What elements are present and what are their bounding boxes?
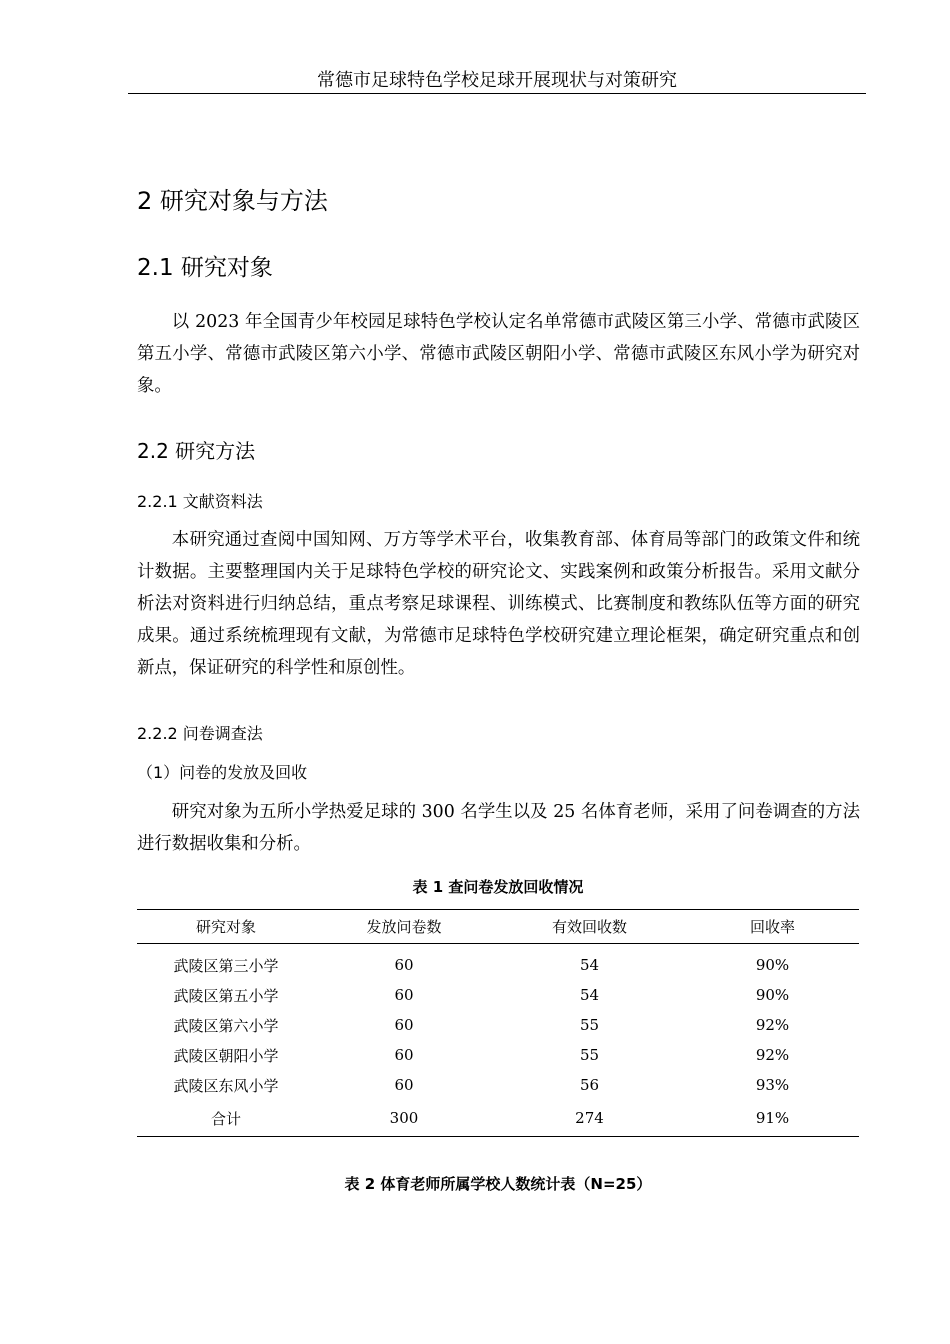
table-cell: 300 (315, 1100, 493, 1137)
table-cell: 武陵区第六小学 (173, 1016, 279, 1035)
table-cell: 合计 (137, 1100, 315, 1137)
table-cell: 武陵区东风小学 (173, 1076, 279, 1095)
table-cell: 60 (394, 1016, 414, 1034)
table-header-cell: 回收率 (686, 910, 859, 944)
table-cell: 54 (579, 986, 600, 1004)
table-cell: 274 (493, 1100, 686, 1137)
table-1 (137, 909, 859, 1137)
table-total-row (137, 1100, 859, 1137)
table-cell: 92% (755, 1016, 790, 1034)
table-cell: 56 (579, 1076, 600, 1094)
table-cell: 60 (394, 956, 414, 974)
table-cell: 武陵区第三小学 (173, 956, 279, 975)
running-header: 常德市足球特色学校足球开展现状与对策研究 (317, 70, 677, 91)
table-header-cell: 发放问卷数 (315, 910, 493, 944)
section-2-1-heading: 2.1 研究对象 (137, 255, 273, 281)
section-2-2-1-paragraph: 本研究通过查阅中国知网、万方等学术平台，收集教育部、体育局等部门的政策文件和统计数据。主要整理国内关于足球特色学校的研究论文、实践案例和政策分析报告。采用文献分析法对资料进行归纳总结，重点考察足球课程、训练模式、比赛制度和教练队伍等方面的研究成果。通过系统梳理现有文献，为常德市足球特色学校研究建立理论框架，确定研究重点和创新点，保证研究的科学性和原创性。 (137, 530, 860, 678)
table-cell: 90% (755, 956, 790, 974)
header-rule (128, 93, 866, 94)
table-2-caption: 表 2 体育老师所属学校人数统计表（N=25） (344, 1175, 652, 1193)
table-cell: 92% (755, 1046, 790, 1064)
section-2-2-2-heading: 2.2.2 问卷调查法 (137, 724, 263, 743)
section-2-heading: 2 研究对象与方法 (137, 187, 328, 215)
table-row (137, 944, 859, 981)
table-row (137, 1010, 859, 1040)
table-1-caption: 表 1 查问卷发放回收情况 (412, 878, 584, 896)
table-cell: 武陵区朝阳小学 (173, 1046, 279, 1065)
section-2-2-2-paragraph: 研究对象为五所小学热爱足球的 300 名学生以及 25 名体育老师，采用了问卷调查的方法进行数据收集和分析。 (137, 802, 860, 854)
table-cell: 60 (394, 1076, 414, 1094)
table-cell: 55 (579, 1016, 600, 1034)
table-cell: 54 (579, 956, 600, 974)
section-2-2-heading: 2.2 研究方法 (137, 439, 256, 463)
section-2-1-paragraph: 以 2023 年全国青少年校园足球特色学校认定名单常德市武陵区第三小学、常德市武陵区第五小学、常德市武陵区第六小学、常德市武陵区朝阳小学、常德市武陵区东风小学为研究对象。 (137, 312, 860, 396)
table-cell: 93% (755, 1076, 790, 1094)
table-cell: 90% (755, 986, 790, 1004)
table-header-cell: 研究对象 (137, 910, 315, 944)
table-row (137, 1040, 859, 1070)
table-cell: 60 (394, 986, 414, 1004)
section-2-2-1-heading: 2.2.1 文献资料法 (137, 492, 263, 511)
table-row (137, 1070, 859, 1100)
table-header-row (137, 910, 859, 944)
table-cell: 55 (579, 1046, 600, 1064)
table-cell: 武陵区第五小学 (173, 986, 279, 1005)
table-row (137, 980, 859, 1010)
table-cell: 91% (686, 1100, 859, 1137)
subsection-1-heading: （1）问卷的发放及回收 (137, 763, 308, 782)
table-cell: 60 (394, 1046, 414, 1064)
table-header-cell: 有效回收数 (493, 910, 686, 944)
